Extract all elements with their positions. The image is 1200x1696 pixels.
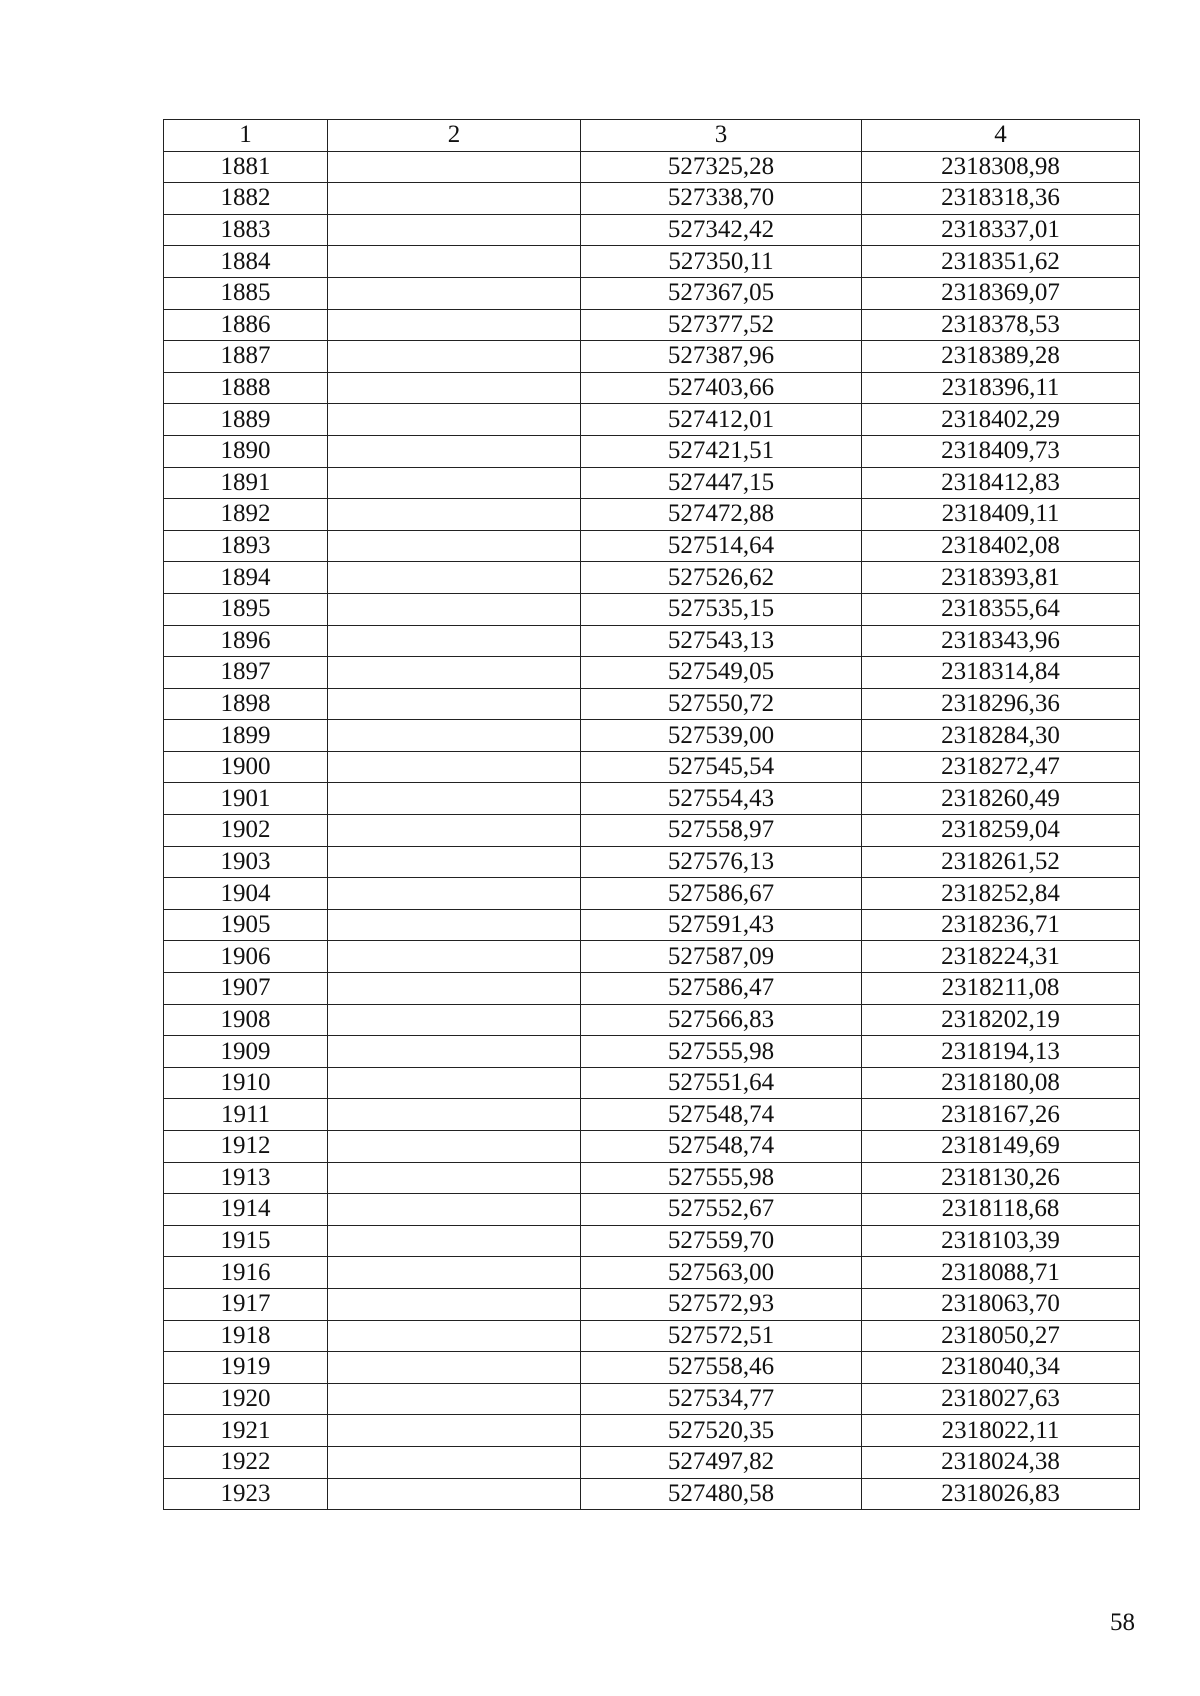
point-number-cell: 1913 bbox=[164, 1162, 328, 1194]
x-coordinate-cell: 527550,72 bbox=[581, 688, 862, 720]
x-coordinate-cell: 527548,74 bbox=[581, 1131, 862, 1163]
table-row bbox=[164, 467, 1140, 499]
empty-cell bbox=[328, 1099, 581, 1131]
point-number-cell: 1903 bbox=[164, 846, 328, 878]
x-coordinate-cell: 527543,13 bbox=[581, 625, 862, 657]
empty-cell bbox=[328, 341, 581, 373]
empty-cell bbox=[328, 783, 581, 815]
y-coordinate-cell: 2318118,68 bbox=[862, 1194, 1140, 1226]
x-coordinate-cell: 527545,54 bbox=[581, 751, 862, 783]
y-coordinate-cell: 2318130,26 bbox=[862, 1162, 1140, 1194]
empty-cell bbox=[328, 1288, 581, 1320]
y-coordinate-cell: 2318272,47 bbox=[862, 751, 1140, 783]
point-number-cell: 1881 bbox=[164, 151, 328, 183]
point-number-cell: 1919 bbox=[164, 1352, 328, 1384]
empty-cell bbox=[328, 246, 581, 278]
point-number-cell: 1883 bbox=[164, 214, 328, 246]
point-number-cell: 1908 bbox=[164, 1004, 328, 1036]
empty-cell bbox=[328, 277, 581, 309]
point-number-cell: 1884 bbox=[164, 246, 328, 278]
table-row bbox=[164, 593, 1140, 625]
table-row bbox=[164, 1257, 1140, 1289]
empty-cell bbox=[328, 815, 581, 847]
table-row bbox=[164, 1067, 1140, 1099]
empty-cell bbox=[328, 941, 581, 973]
y-coordinate-cell: 2318314,84 bbox=[862, 657, 1140, 689]
table-row bbox=[164, 1415, 1140, 1447]
x-coordinate-cell: 527534,77 bbox=[581, 1383, 862, 1415]
x-coordinate-cell: 527586,47 bbox=[581, 973, 862, 1005]
point-number-cell: 1886 bbox=[164, 309, 328, 341]
x-coordinate-cell: 527549,05 bbox=[581, 657, 862, 689]
point-number-cell: 1889 bbox=[164, 404, 328, 436]
table-row bbox=[164, 909, 1140, 941]
x-coordinate-cell: 527566,83 bbox=[581, 1004, 862, 1036]
table-row bbox=[164, 1099, 1140, 1131]
table-row bbox=[164, 1478, 1140, 1510]
x-coordinate-cell: 527514,64 bbox=[581, 530, 862, 562]
column-header: 1 bbox=[164, 120, 328, 152]
point-number-cell: 1914 bbox=[164, 1194, 328, 1226]
empty-cell bbox=[328, 1131, 581, 1163]
empty-cell bbox=[328, 214, 581, 246]
x-coordinate-cell: 527526,62 bbox=[581, 562, 862, 594]
x-coordinate-cell: 527367,05 bbox=[581, 277, 862, 309]
point-number-cell: 1887 bbox=[164, 341, 328, 373]
empty-cell bbox=[328, 372, 581, 404]
y-coordinate-cell: 2318296,36 bbox=[862, 688, 1140, 720]
point-number-cell: 1921 bbox=[164, 1415, 328, 1447]
empty-cell bbox=[328, 1478, 581, 1510]
y-coordinate-cell: 2318261,52 bbox=[862, 846, 1140, 878]
table-row bbox=[164, 277, 1140, 309]
empty-cell bbox=[328, 530, 581, 562]
x-coordinate-cell: 527563,00 bbox=[581, 1257, 862, 1289]
x-coordinate-cell: 527342,42 bbox=[581, 214, 862, 246]
point-number-cell: 1909 bbox=[164, 1036, 328, 1068]
y-coordinate-cell: 2318050,27 bbox=[862, 1320, 1140, 1352]
point-number-cell: 1897 bbox=[164, 657, 328, 689]
point-number-cell: 1912 bbox=[164, 1131, 328, 1163]
point-number-cell: 1920 bbox=[164, 1383, 328, 1415]
x-coordinate-cell: 527377,52 bbox=[581, 309, 862, 341]
point-number-cell: 1891 bbox=[164, 467, 328, 499]
y-coordinate-cell: 2318259,04 bbox=[862, 815, 1140, 847]
table-row bbox=[164, 1162, 1140, 1194]
point-number-cell: 1888 bbox=[164, 372, 328, 404]
point-number-cell: 1907 bbox=[164, 973, 328, 1005]
x-coordinate-cell: 527558,97 bbox=[581, 815, 862, 847]
point-number-cell: 1918 bbox=[164, 1320, 328, 1352]
x-coordinate-cell: 527412,01 bbox=[581, 404, 862, 436]
table-row bbox=[164, 1131, 1140, 1163]
empty-cell bbox=[328, 720, 581, 752]
point-number-cell: 1896 bbox=[164, 625, 328, 657]
x-coordinate-cell: 527586,67 bbox=[581, 878, 862, 910]
table-row bbox=[164, 720, 1140, 752]
table-row bbox=[164, 1446, 1140, 1478]
table-row bbox=[164, 751, 1140, 783]
y-coordinate-cell: 2318409,11 bbox=[862, 499, 1140, 531]
y-coordinate-cell: 2318284,30 bbox=[862, 720, 1140, 752]
column-header: 4 bbox=[862, 120, 1140, 152]
x-coordinate-cell: 527587,09 bbox=[581, 941, 862, 973]
empty-cell bbox=[328, 878, 581, 910]
x-coordinate-cell: 527480,58 bbox=[581, 1478, 862, 1510]
empty-cell bbox=[328, 1320, 581, 1352]
table-row bbox=[164, 846, 1140, 878]
point-number-cell: 1917 bbox=[164, 1288, 328, 1320]
empty-cell bbox=[328, 404, 581, 436]
x-coordinate-cell: 527572,93 bbox=[581, 1288, 862, 1320]
x-coordinate-cell: 527421,51 bbox=[581, 435, 862, 467]
page-number: 58 bbox=[1110, 1609, 1135, 1636]
point-number-cell: 1898 bbox=[164, 688, 328, 720]
y-coordinate-cell: 2318202,19 bbox=[862, 1004, 1140, 1036]
point-number-cell: 1905 bbox=[164, 909, 328, 941]
point-number-cell: 1916 bbox=[164, 1257, 328, 1289]
empty-cell bbox=[328, 909, 581, 941]
y-coordinate-cell: 2318022,11 bbox=[862, 1415, 1140, 1447]
y-coordinate-cell: 2318149,69 bbox=[862, 1131, 1140, 1163]
empty-cell bbox=[328, 593, 581, 625]
x-coordinate-cell: 527535,15 bbox=[581, 593, 862, 625]
empty-cell bbox=[328, 1225, 581, 1257]
y-coordinate-cell: 2318337,01 bbox=[862, 214, 1140, 246]
x-coordinate-cell: 527559,70 bbox=[581, 1225, 862, 1257]
empty-cell bbox=[328, 1162, 581, 1194]
x-coordinate-cell: 527325,28 bbox=[581, 151, 862, 183]
y-coordinate-cell: 2318040,34 bbox=[862, 1352, 1140, 1384]
empty-cell bbox=[328, 467, 581, 499]
table-row bbox=[164, 1036, 1140, 1068]
table-row bbox=[164, 973, 1140, 1005]
point-number-cell: 1904 bbox=[164, 878, 328, 910]
point-number-cell: 1902 bbox=[164, 815, 328, 847]
table-header-row bbox=[164, 120, 1140, 152]
y-coordinate-cell: 2318024,38 bbox=[862, 1446, 1140, 1478]
y-coordinate-cell: 2318103,39 bbox=[862, 1225, 1140, 1257]
point-number-cell: 1893 bbox=[164, 530, 328, 562]
point-number-cell: 1899 bbox=[164, 720, 328, 752]
point-number-cell: 1890 bbox=[164, 435, 328, 467]
table-row bbox=[164, 657, 1140, 689]
point-number-cell: 1901 bbox=[164, 783, 328, 815]
table-row bbox=[164, 404, 1140, 436]
y-coordinate-cell: 2318402,29 bbox=[862, 404, 1140, 436]
y-coordinate-cell: 2318224,31 bbox=[862, 941, 1140, 973]
point-number-cell: 1894 bbox=[164, 562, 328, 594]
table-row bbox=[164, 1225, 1140, 1257]
y-coordinate-cell: 2318027,63 bbox=[862, 1383, 1140, 1415]
y-coordinate-cell: 2318389,28 bbox=[862, 341, 1140, 373]
empty-cell bbox=[328, 435, 581, 467]
y-coordinate-cell: 2318194,13 bbox=[862, 1036, 1140, 1068]
y-coordinate-cell: 2318412,83 bbox=[862, 467, 1140, 499]
point-number-cell: 1923 bbox=[164, 1478, 328, 1510]
empty-cell bbox=[328, 562, 581, 594]
empty-cell bbox=[328, 1194, 581, 1226]
y-coordinate-cell: 2318343,96 bbox=[862, 625, 1140, 657]
empty-cell bbox=[328, 1036, 581, 1068]
table-row bbox=[164, 1352, 1140, 1384]
table-row bbox=[164, 783, 1140, 815]
empty-cell bbox=[328, 499, 581, 531]
column-header: 2 bbox=[328, 120, 581, 152]
y-coordinate-cell: 2318211,08 bbox=[862, 973, 1140, 1005]
x-coordinate-cell: 527447,15 bbox=[581, 467, 862, 499]
x-coordinate-cell: 527548,74 bbox=[581, 1099, 862, 1131]
table-row bbox=[164, 625, 1140, 657]
point-number-cell: 1911 bbox=[164, 1099, 328, 1131]
column-header: 3 bbox=[581, 120, 862, 152]
table-row bbox=[164, 214, 1140, 246]
empty-cell bbox=[328, 1383, 581, 1415]
x-coordinate-cell: 527350,11 bbox=[581, 246, 862, 278]
x-coordinate-cell: 527555,98 bbox=[581, 1162, 862, 1194]
x-coordinate-cell: 527472,88 bbox=[581, 499, 862, 531]
empty-cell bbox=[328, 151, 581, 183]
x-coordinate-cell: 527552,67 bbox=[581, 1194, 862, 1226]
y-coordinate-cell: 2318409,73 bbox=[862, 435, 1140, 467]
x-coordinate-cell: 527387,96 bbox=[581, 341, 862, 373]
y-coordinate-cell: 2318396,11 bbox=[862, 372, 1140, 404]
y-coordinate-cell: 2318252,84 bbox=[862, 878, 1140, 910]
table-row bbox=[164, 941, 1140, 973]
table-row bbox=[164, 562, 1140, 594]
x-coordinate-cell: 527520,35 bbox=[581, 1415, 862, 1447]
table-row bbox=[164, 309, 1140, 341]
y-coordinate-cell: 2318402,08 bbox=[862, 530, 1140, 562]
y-coordinate-cell: 2318308,98 bbox=[862, 151, 1140, 183]
x-coordinate-cell: 527551,64 bbox=[581, 1067, 862, 1099]
point-number-cell: 1895 bbox=[164, 593, 328, 625]
table-row bbox=[164, 151, 1140, 183]
x-coordinate-cell: 527403,66 bbox=[581, 372, 862, 404]
empty-cell bbox=[328, 751, 581, 783]
table-row bbox=[164, 499, 1140, 531]
point-number-cell: 1900 bbox=[164, 751, 328, 783]
y-coordinate-cell: 2318026,83 bbox=[862, 1478, 1140, 1510]
y-coordinate-cell: 2318260,49 bbox=[862, 783, 1140, 815]
empty-cell bbox=[328, 1352, 581, 1384]
coordinates-table bbox=[163, 119, 1140, 1510]
empty-cell bbox=[328, 1257, 581, 1289]
empty-cell bbox=[328, 688, 581, 720]
empty-cell bbox=[328, 1415, 581, 1447]
y-coordinate-cell: 2318063,70 bbox=[862, 1288, 1140, 1320]
empty-cell bbox=[328, 625, 581, 657]
empty-cell bbox=[328, 183, 581, 215]
table-row bbox=[164, 1383, 1140, 1415]
table-row bbox=[164, 372, 1140, 404]
y-coordinate-cell: 2318378,53 bbox=[862, 309, 1140, 341]
table-row bbox=[164, 435, 1140, 467]
y-coordinate-cell: 2318351,62 bbox=[862, 246, 1140, 278]
point-number-cell: 1882 bbox=[164, 183, 328, 215]
y-coordinate-cell: 2318180,08 bbox=[862, 1067, 1140, 1099]
table-row bbox=[164, 341, 1140, 373]
empty-cell bbox=[328, 973, 581, 1005]
table-row bbox=[164, 688, 1140, 720]
point-number-cell: 1885 bbox=[164, 277, 328, 309]
x-coordinate-cell: 527539,00 bbox=[581, 720, 862, 752]
table-row bbox=[164, 815, 1140, 847]
empty-cell bbox=[328, 846, 581, 878]
point-number-cell: 1906 bbox=[164, 941, 328, 973]
table-row bbox=[164, 1004, 1140, 1036]
table-row bbox=[164, 1320, 1140, 1352]
x-coordinate-cell: 527591,43 bbox=[581, 909, 862, 941]
x-coordinate-cell: 527576,13 bbox=[581, 846, 862, 878]
y-coordinate-cell: 2318236,71 bbox=[862, 909, 1140, 941]
x-coordinate-cell: 527555,98 bbox=[581, 1036, 862, 1068]
x-coordinate-cell: 527558,46 bbox=[581, 1352, 862, 1384]
point-number-cell: 1892 bbox=[164, 499, 328, 531]
y-coordinate-cell: 2318369,07 bbox=[862, 277, 1140, 309]
table-row bbox=[164, 878, 1140, 910]
y-coordinate-cell: 2318393,81 bbox=[862, 562, 1140, 594]
empty-cell bbox=[328, 1446, 581, 1478]
table-row bbox=[164, 1194, 1140, 1226]
table-row bbox=[164, 1288, 1140, 1320]
table-row bbox=[164, 246, 1140, 278]
table-row bbox=[164, 183, 1140, 215]
table-body bbox=[164, 151, 1140, 1510]
x-coordinate-cell: 527554,43 bbox=[581, 783, 862, 815]
empty-cell bbox=[328, 657, 581, 689]
empty-cell bbox=[328, 1067, 581, 1099]
x-coordinate-cell: 527338,70 bbox=[581, 183, 862, 215]
x-coordinate-cell: 527572,51 bbox=[581, 1320, 862, 1352]
point-number-cell: 1922 bbox=[164, 1446, 328, 1478]
y-coordinate-cell: 2318355,64 bbox=[862, 593, 1140, 625]
y-coordinate-cell: 2318318,36 bbox=[862, 183, 1140, 215]
point-number-cell: 1910 bbox=[164, 1067, 328, 1099]
point-number-cell: 1915 bbox=[164, 1225, 328, 1257]
x-coordinate-cell: 527497,82 bbox=[581, 1446, 862, 1478]
empty-cell bbox=[328, 309, 581, 341]
y-coordinate-cell: 2318088,71 bbox=[862, 1257, 1140, 1289]
empty-cell bbox=[328, 1004, 581, 1036]
y-coordinate-cell: 2318167,26 bbox=[862, 1099, 1140, 1131]
table-row bbox=[164, 530, 1140, 562]
